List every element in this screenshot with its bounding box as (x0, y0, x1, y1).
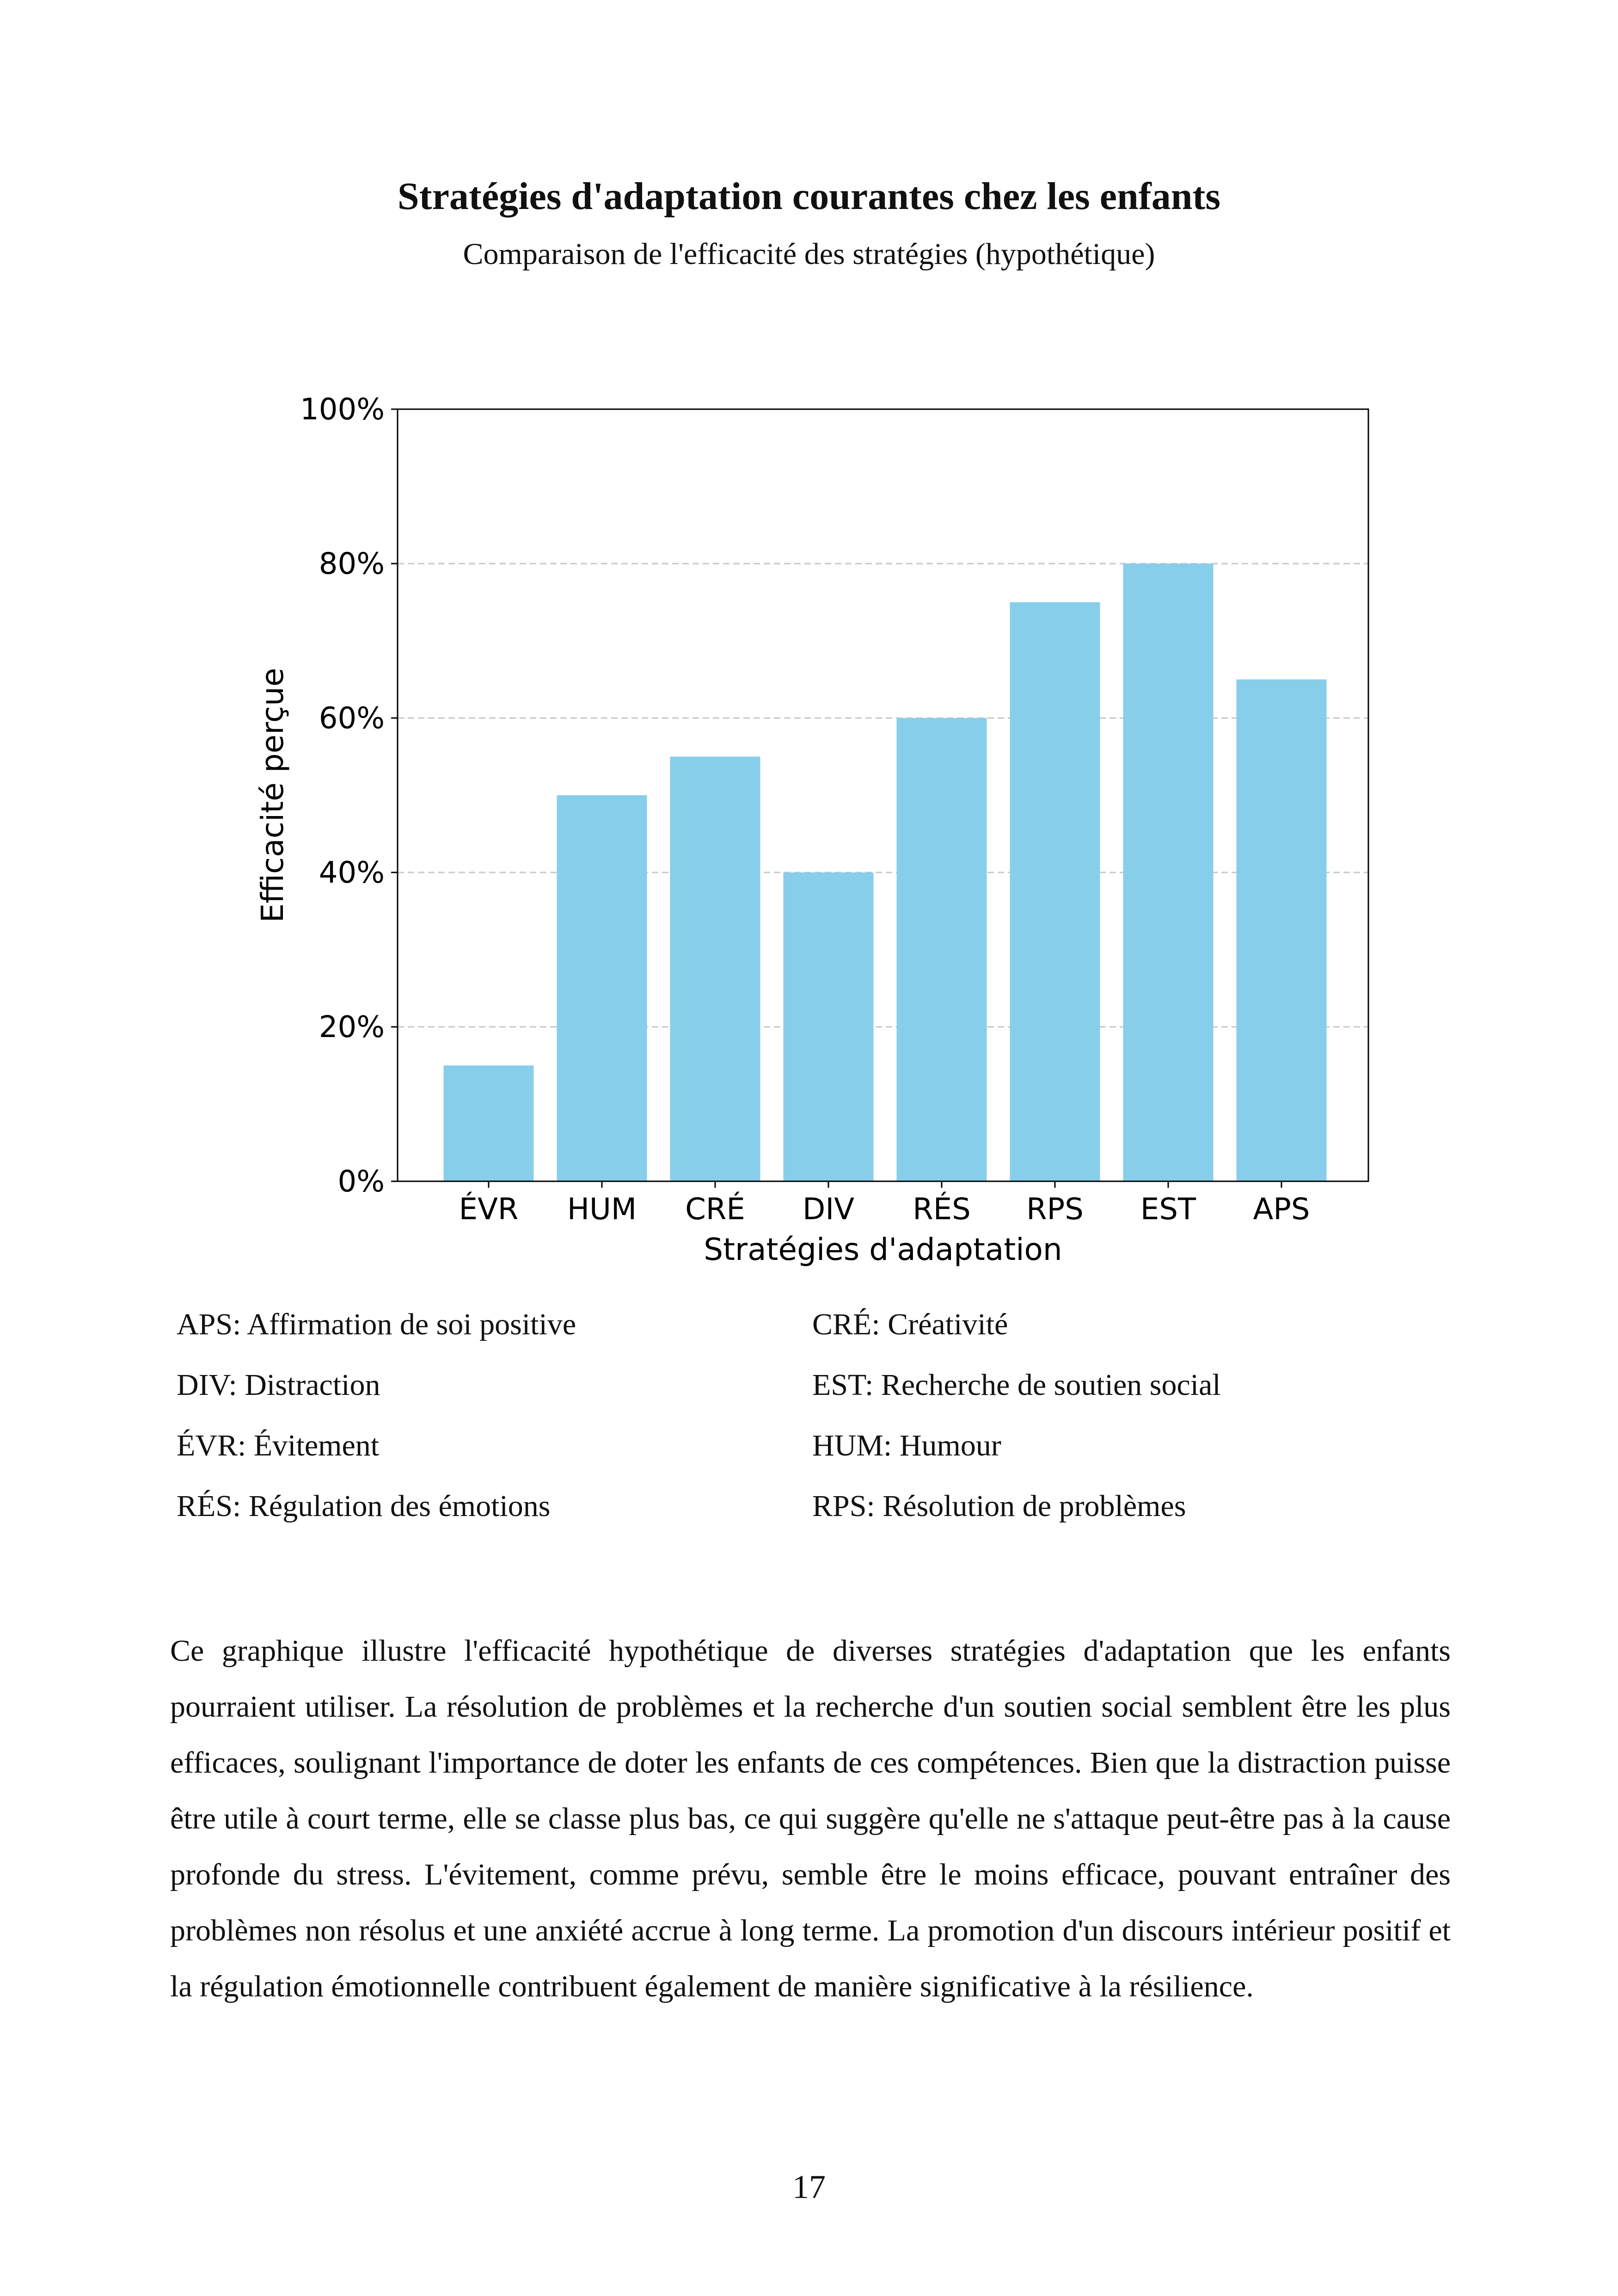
y-tick-label: 20% (319, 1010, 385, 1044)
y-tick-label: 80% (319, 547, 385, 581)
abbreviation-legend (177, 1304, 1425, 1546)
x-tick-label: HUM (567, 1192, 637, 1227)
chart-title: Stratégies d'adaptation courantes chez les enfants (397, 175, 1221, 218)
body-paragraph: Ce graphique illustre l'efficacité hypothétique de diverses stratégies d'adaptation que les enfants pourraient utiliser. La résolution de problèmes et la recherche d'un soutien social semblent être les plus efficaces, soulignant l'importance de doter les enfants de ces compétences. Bien que la distraction puisse être utile à court terme, elle se classe plus bas, ce qui suggère qu'elle ne s'attaque peut-être pas à la cause profonde du stress. L'évitement, comme prévu, semble être le moins efficace, pouvant entraîner des problèmes non résolus et une anxiété accrue à long terme. La promotion d'un discours intérieur positif et la régulation émotionnelle contribuent également de manière significative à la résilience. (170, 1634, 1451, 2003)
bar (1237, 680, 1327, 1182)
bar (1123, 564, 1214, 1181)
chart-subtitle: Comparaison de l'efficacité des stratégies (hypothétique) (463, 237, 1155, 271)
bar (670, 757, 760, 1182)
x-tick-label: EST (1140, 1192, 1196, 1227)
page-number: 17 (792, 2168, 826, 2205)
x-tick-label: CRÉ (685, 1192, 745, 1227)
y-tick-label: 0% (337, 1165, 385, 1199)
plot-frame (398, 409, 1368, 1181)
x-tick-label: RPS (1026, 1192, 1084, 1227)
legend-entry: CRÉ: Créativité (812, 1308, 1008, 1341)
x-tick-label: APS (1253, 1192, 1310, 1227)
y-tick-label: 60% (319, 701, 385, 736)
legend-entry: EST: Recherche de soutien social (812, 1368, 1221, 1402)
y-tick-label: 100% (300, 393, 385, 427)
y-tick-label: 40% (319, 856, 385, 890)
bar (557, 795, 647, 1181)
bar (784, 872, 874, 1181)
bar (444, 1066, 534, 1182)
legend-entry: ÉVR: Évitement (177, 1429, 380, 1462)
bar (1010, 602, 1100, 1182)
x-tick-label: DIV (803, 1192, 854, 1227)
x-axis-label: Stratégies d'adaptation (704, 1232, 1062, 1267)
bar (897, 718, 987, 1181)
legend-entry: DIV: Distraction (177, 1368, 380, 1402)
legend-entry: RÉS: Régulation des émotions (177, 1489, 551, 1523)
x-tick-label: RÉS (913, 1192, 971, 1227)
legend-entry: RPS: Résolution de problèmes (812, 1489, 1186, 1523)
y-axis-label: Efficacité perçue (255, 668, 290, 923)
legend-entry: APS: Affirmation de soi positive (177, 1308, 576, 1341)
legend-entry: HUM: Humour (812, 1429, 1001, 1462)
x-tick-label: ÉVR (459, 1192, 519, 1227)
